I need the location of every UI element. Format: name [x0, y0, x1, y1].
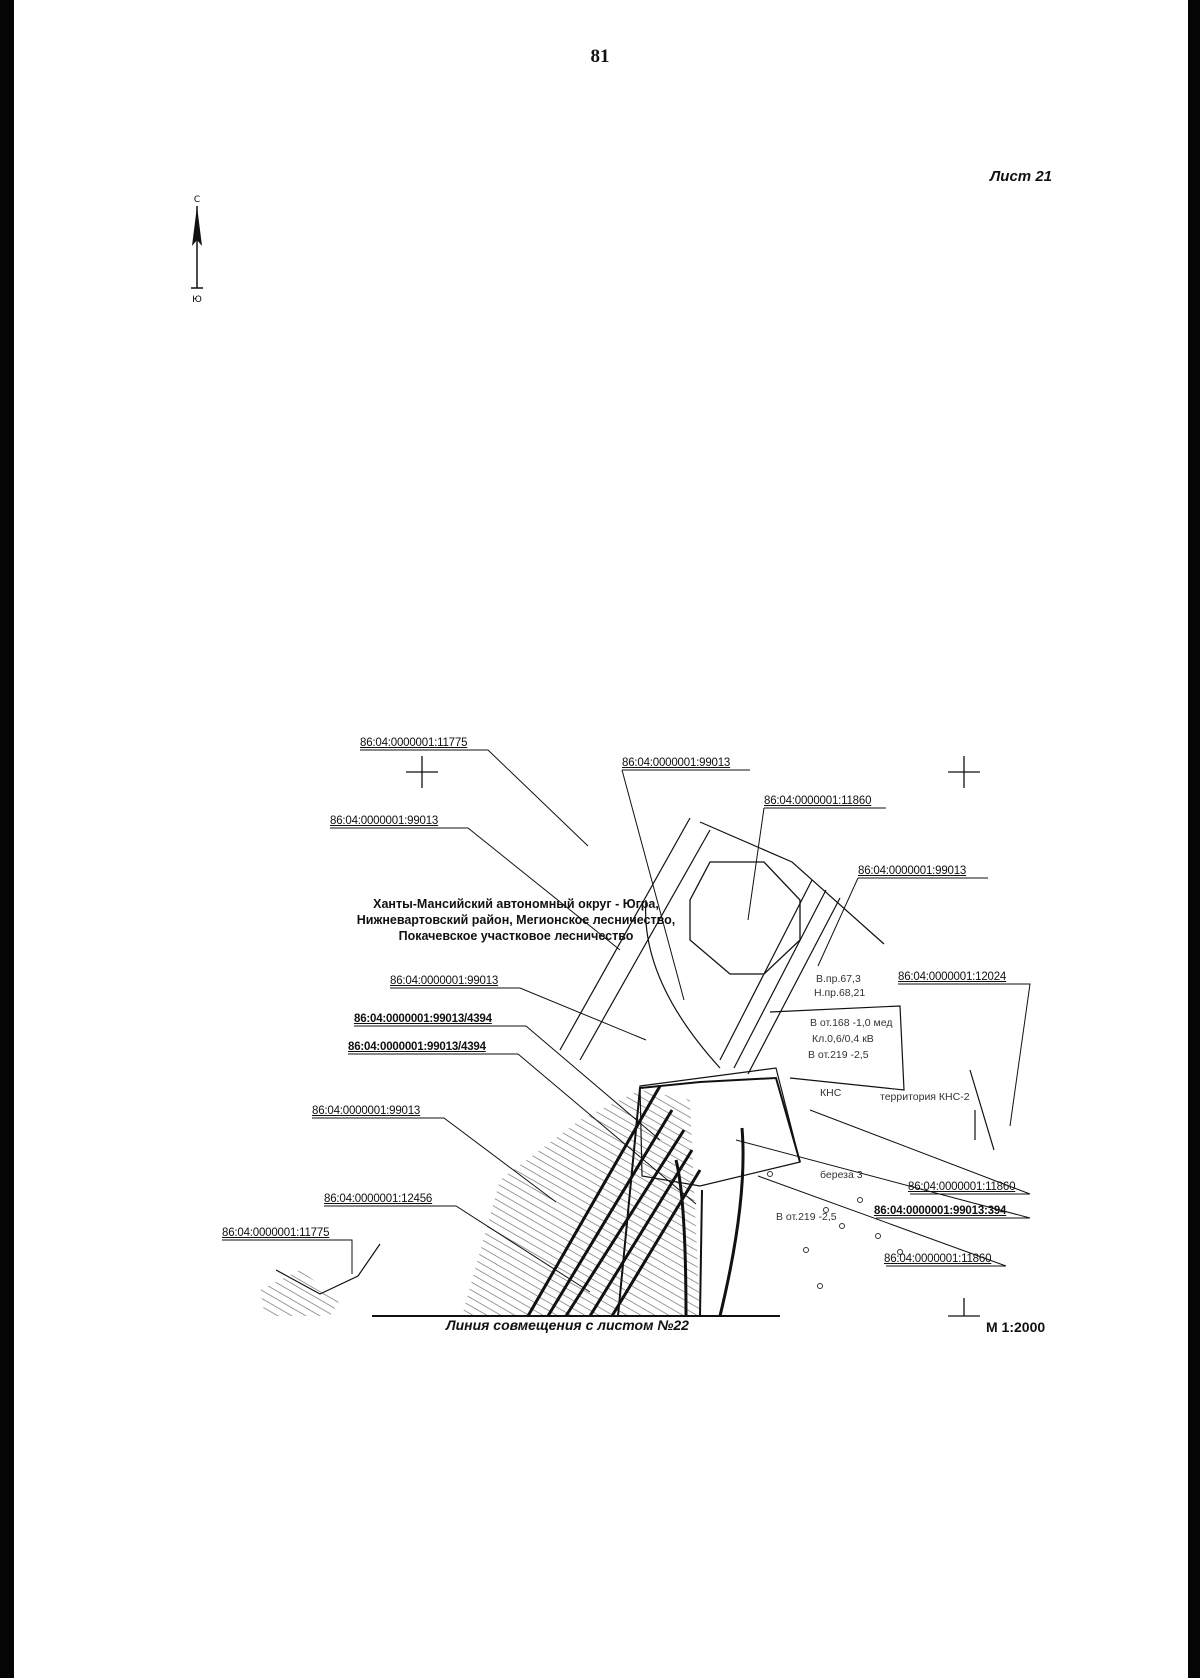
cadastral-label: 86:04:0000001:11860	[764, 795, 872, 807]
scale-label: М 1:2000	[986, 1319, 1046, 1335]
cadastral-label: 86:04:0000001:99013	[622, 757, 731, 769]
map-note: В.пр.67,3	[816, 973, 861, 985]
map-note: В от.219 -2,5	[776, 1211, 837, 1223]
north-arrow-icon	[191, 206, 203, 288]
map-note: Н.пр.68,21	[814, 987, 866, 999]
cadastral-label: 86:04:0000001:99013	[312, 1105, 421, 1117]
cadastral-label: 86:04:0000001:12024	[898, 971, 1007, 983]
region-label: Ханты-Мансийский автономный округ - Югра, Нижневартовский район, Мегионское лесничество, Покачевское участковое лесничество	[356, 897, 676, 943]
map-note: Кл.0,6/0,4 кВ	[812, 1033, 874, 1045]
map-note: береза 3	[820, 1169, 863, 1181]
cadastral-label: 86:04:0000001:11860	[884, 1253, 992, 1265]
cadastral-label: 86:04:0000001:99013:394	[874, 1205, 1007, 1217]
page-number: 81	[590, 46, 610, 67]
north-letter: С	[193, 195, 201, 205]
sheet-label: Лист 21	[990, 168, 1052, 185]
combine-line-label: Линия совмещения с листом №22	[446, 1317, 689, 1333]
hatched-area-left	[260, 1270, 340, 1316]
tree-symbols	[768, 1172, 903, 1289]
map-note: В от.219 -2,5	[808, 1049, 869, 1061]
cadastral-label: 86:04:0000001:11775	[222, 1227, 330, 1239]
cadastral-label: 86:04:0000001:11860	[908, 1181, 1016, 1193]
cadastral-label: 86:04:0000001:12456	[324, 1193, 433, 1205]
map-note: КНС	[820, 1087, 842, 1099]
map-note: В от.168 -1,0 мед	[810, 1017, 893, 1029]
cadastral-label: 86:04:0000001:99013/4394	[354, 1013, 492, 1025]
south-letter: Ю	[192, 295, 202, 305]
cadastral-label: 86:04:0000001:99013	[390, 975, 499, 987]
map-note: территория КНС-2	[880, 1091, 970, 1103]
cadastral-label: 86:04:0000001:99013	[330, 815, 439, 827]
cadastral-label: 86:04:0000001:99013/4394	[348, 1041, 486, 1053]
cadastral-label: 86:04:0000001:99013	[858, 865, 967, 877]
cadastral-label: 86:04:0000001:11775	[360, 737, 468, 749]
octagon-parcel	[690, 862, 800, 974]
